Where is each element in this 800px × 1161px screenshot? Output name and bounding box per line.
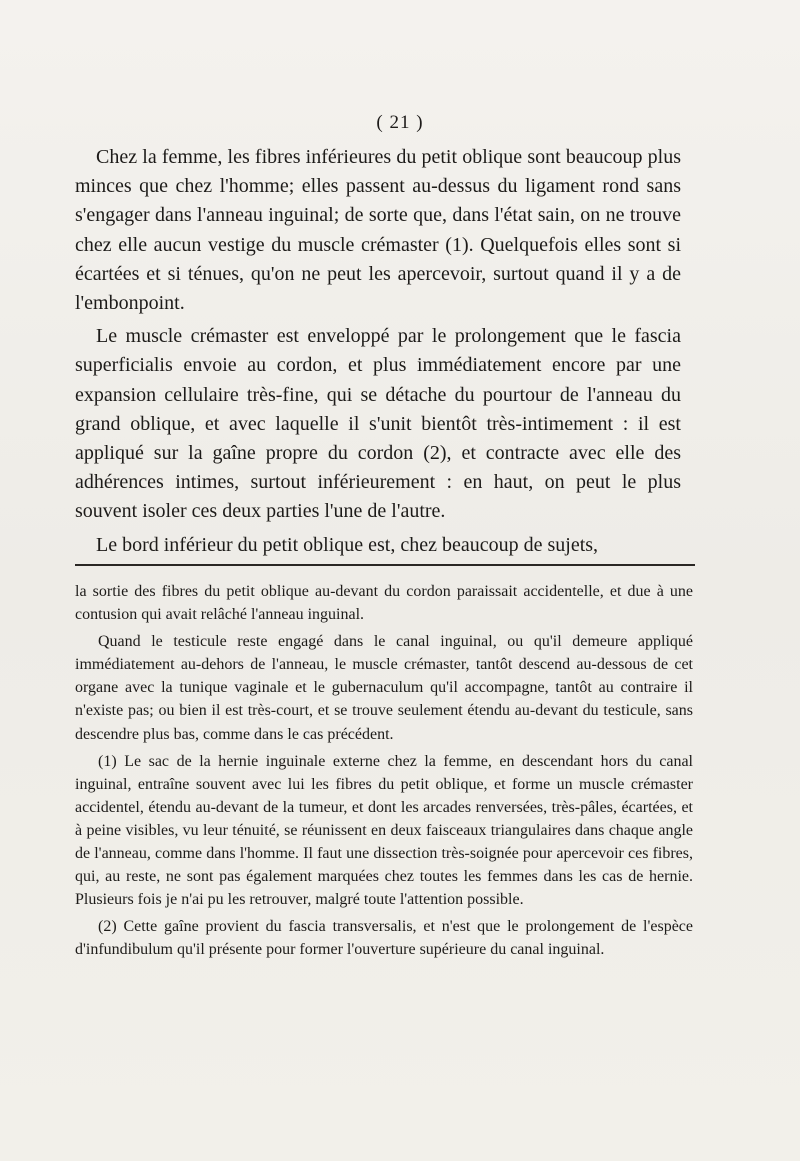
paragraph-inferior-border: Le bord inférieur du petit oblique est, chez beaucoup de sujets, xyxy=(96,533,599,556)
main-text xyxy=(75,143,681,560)
footnotes xyxy=(75,580,693,962)
footnote-continuation: la sortie des fibres du petit oblique au-devant du cordon paraissait accidentelle, et due à une contusion qui avait relâché l'anneau inguinal. xyxy=(75,583,693,624)
paragraph-cremaster-envelope: Le muscle crémaster est enveloppé par le prolongement que le fascia superficialis envoie au cordon, et plus immédiatement encore par une expansion cellulaire très-fine, qui se détache du pourtour de l'anneau du grand oblique, et avec laquelle il s'unit bientôt très-intimement : il est appliqué sur la gaîne propre du cordon (2), et contracte avec elle des adhérences intimes, surtout inférieurement : en haut, on peut le plus souvent isoler ces deux parties l'une de l'autre. xyxy=(75,325,681,523)
page-number: ( 21 ) xyxy=(376,112,424,133)
paragraph-women-fibres: Chez la femme, les fibres inférieures du petit oblique sont beaucoup plus minces que chez l'homme; elles passent au-dessus du ligament rond sans s'engager dans l'anneau inguinal; de sorte que, dans l'état sain, on ne trouve chez elle aucun vestige du muscle crémaster (1). Quelquefois elles sont si écartées et si ténues, qu'on ne peut les apercevoir, surtout quand il y a de l'embonpoint. xyxy=(75,146,681,315)
footnote-2: (2) Cette gaîne provient du fascia transversalis, et n'est que le prolongement de l'espèce d'infundibulum qu'il présente pour former l'ouverture supérieure du canal inguinal. xyxy=(75,918,693,959)
footnote-separator xyxy=(75,564,695,566)
footnote-1: (1) Le sac de la hernie inguinale externe chez la femme, en descendant hors du canal inguinal, entraîne souvent avec lui les fibres du petit oblique, et forme un muscle crémaster accidentel, étendu au-devant de la tumeur, et dont les arcades renversées, très-pâles, écartées, et à peine visibles, vu leur ténuité, se réunissent en deux faisceaux triangulaires dans chaque angle de l'anneau, comme dans l'homme. Il faut une dissection très-soignée pour apercevoir ces fibres, qui, au reste, ne sont pas également marquées chez toutes les femmes dans les cas de hernie. Plusieurs fois je n'ai pu les retrouver, malgré toute l'attention possible. xyxy=(75,752,693,909)
footnote-testicle: Quand le testicule reste engagé dans le canal inguinal, ou qu'il demeure appliqué immédiatement au-dehors de l'anneau, le muscle crémaster, tantôt descend au-dessous de cet organe avec la tunique vaginale et le gubernaculum qu'il accompagne, tantôt au contraire il n'existe pas; ou bien il est très-court, et se trouve seulement étendu au-devant du testicule, sans descendre plus bas, comme dans le cas précédent. xyxy=(75,633,693,743)
